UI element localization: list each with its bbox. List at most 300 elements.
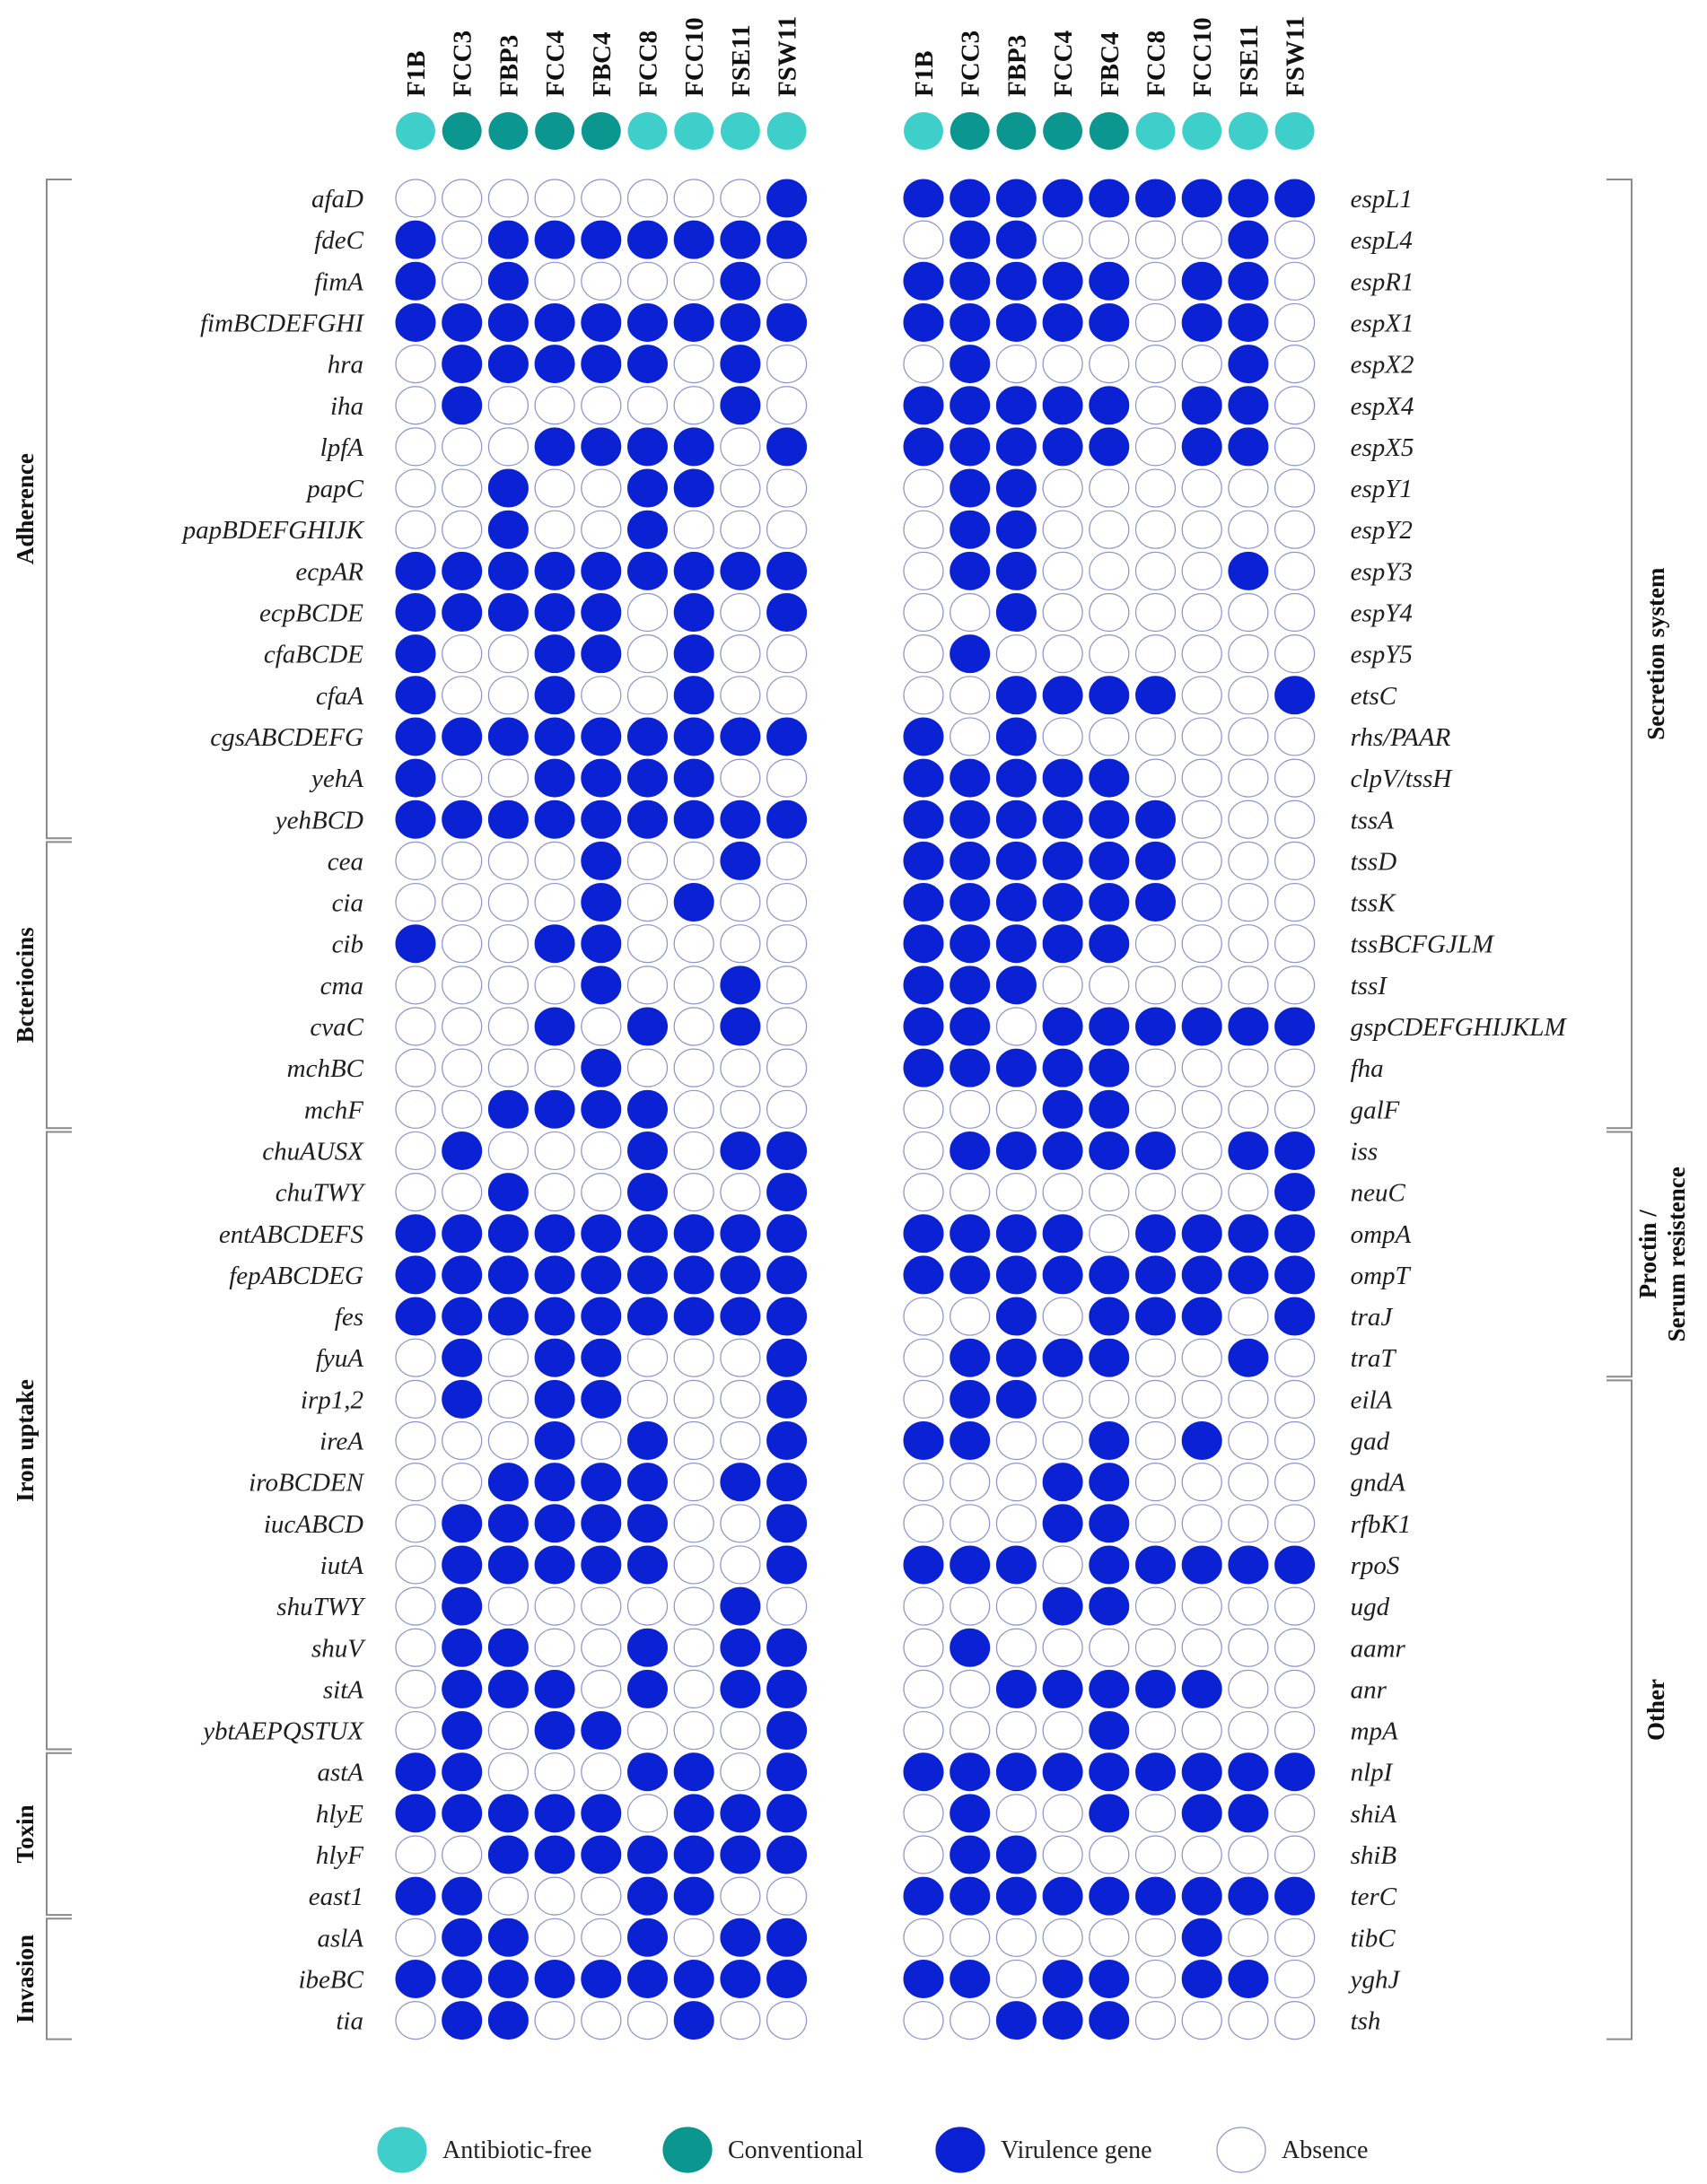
virulence-gene-cell: [582, 1256, 621, 1294]
virulence-gene-cell: [767, 1339, 807, 1376]
virulence-gene-cell: [996, 262, 1036, 300]
virulence-gene-cell: [1182, 1918, 1221, 1956]
absence-cell: [582, 1753, 621, 1791]
virulence-gene-cell: [1182, 303, 1221, 341]
absence-cell: [582, 2002, 621, 2040]
virulence-gene-cell: [996, 221, 1036, 258]
absence-cell: [1182, 635, 1221, 673]
absence-cell: [767, 387, 807, 424]
column-label-fcc3: FCC3: [448, 30, 477, 97]
absence-cell: [535, 387, 574, 424]
virulence-gene-cell: [950, 1339, 990, 1376]
virulence-gene-cell: [1043, 1256, 1082, 1294]
absence-cell: [1275, 1339, 1315, 1376]
absence-cell: [488, 759, 528, 797]
absence-cell: [535, 1753, 574, 1791]
virulence-gene-cell: [628, 1960, 668, 1997]
absence-cell: [674, 511, 713, 548]
virulence-gene-cell: [950, 800, 990, 838]
gene-label: tssD: [1350, 847, 1397, 877]
absence-cell: [488, 1049, 528, 1087]
virulence-gene-cell: [1229, 1215, 1268, 1253]
virulence-gene-cell: [1090, 1131, 1129, 1169]
group-dot-fcc10: [674, 112, 713, 150]
gene-label: ompA: [1350, 1219, 1412, 1249]
absence-cell: [1229, 1174, 1268, 1211]
absence-cell: [996, 345, 1036, 383]
absence-cell: [1136, 1174, 1176, 1211]
virulence-gene-cell: [950, 925, 990, 963]
virulence-gene-cell: [767, 1960, 807, 1997]
absence-cell: [1090, 552, 1129, 590]
absence-cell: [1275, 1629, 1315, 1666]
absence-cell: [582, 511, 621, 548]
virulence-gene-cell: [488, 552, 528, 590]
virulence-gene-cell: [488, 2002, 528, 2040]
virulence-gene-cell: [721, 262, 760, 300]
absence-cell: [674, 1380, 713, 1418]
virulence-gene-cell: [442, 1297, 482, 1335]
virulence-gene-cell: [950, 1960, 990, 1997]
virulence-gene-cell: [721, 1918, 760, 1956]
gene-label: tssK: [1350, 888, 1396, 918]
category-label: Proctin /Serum resistence: [1634, 1166, 1690, 1342]
virulence-gene-cell: [674, 1256, 713, 1294]
virulence-gene-cell: [1182, 1297, 1221, 1335]
virulence-gene-cell: [950, 179, 990, 217]
gene-label: espL4: [1350, 226, 1413, 256]
absence-cell: [767, 262, 807, 300]
absence-cell: [674, 1339, 713, 1376]
absence-cell: [442, 635, 482, 673]
absence-cell: [1275, 262, 1315, 300]
virulence-gene-cell: [488, 1090, 528, 1128]
group-indicator-dots: [396, 112, 1315, 150]
virulence-gene-cell: [904, 1215, 943, 1253]
virulence-gene-cell: [582, 1795, 621, 1832]
virulence-gene-cell: [767, 428, 807, 466]
virulence-gene-cell: [442, 800, 482, 838]
absence-cell: [488, 1008, 528, 1045]
absence-cell: [1043, 718, 1082, 756]
column-label-f1b: F1B: [910, 50, 939, 97]
absence-cell: [674, 1049, 713, 1087]
virulence-gene-cell: [767, 552, 807, 590]
absence-cell: [628, 842, 668, 879]
virulence-gene-cell: [674, 1297, 713, 1335]
virulence-gene-cell: [721, 1670, 760, 1708]
gene-label: traJ: [1350, 1303, 1393, 1332]
absence-cell: [1275, 428, 1315, 466]
virulence-gene-cell: [535, 759, 574, 797]
absence-cell: [1090, 221, 1129, 258]
virulence-gene-cell: [1090, 1422, 1129, 1460]
virulence-gene-cell: [767, 1297, 807, 1335]
absence-cell: [950, 1174, 990, 1211]
absence-cell: [674, 966, 713, 1004]
gene-label: traT: [1350, 1344, 1396, 1374]
virulence-gene-cell: [582, 800, 621, 838]
absence-cell: [442, 179, 482, 217]
virulence-gene-cell: [1136, 1546, 1176, 1584]
absence-cell: [535, 2002, 574, 2040]
virulence-gene-cell: [674, 303, 713, 341]
gene-label: iutA: [320, 1551, 363, 1580]
virulence-gene-cell: [535, 1463, 574, 1501]
absence-cell: [1043, 511, 1082, 548]
absence-cell: [442, 677, 482, 714]
absence-cell: [582, 1918, 621, 1956]
virulence-gene-cell: [950, 469, 990, 507]
absence-cell: [1275, 552, 1315, 590]
category-label: Invasion: [12, 1934, 39, 2023]
virulence-gene-cell: [950, 1256, 990, 1294]
virulence-gene-cell: [950, 1753, 990, 1791]
absence-cell: [1043, 1712, 1082, 1750]
category-label: Iron uptake: [12, 1379, 39, 1502]
absence-cell: [904, 1463, 943, 1501]
absence-cell: [904, 1918, 943, 1956]
absence-cell: [628, 1587, 668, 1625]
absence-cell: [1090, 1918, 1129, 1956]
virulence-gene-cell: [628, 1174, 668, 1211]
virulence-gene-cell: [488, 1670, 528, 1708]
absence-cell: [950, 1587, 990, 1625]
gene-label: espY2: [1350, 516, 1413, 546]
virulence-gene-cell: [535, 718, 574, 756]
virulence-gene-cell: [950, 1836, 990, 1874]
gene-label: fdeC: [314, 226, 363, 256]
absence-cell: [950, 1670, 990, 1708]
absence-cell: [396, 387, 435, 424]
virulence-gene-cell: [767, 1836, 807, 1874]
virulence-gene-cell: [950, 511, 990, 548]
absence-cell: [1136, 345, 1176, 383]
absence-cell: [442, 1463, 482, 1501]
absence-cell: [1136, 966, 1176, 1004]
virulence-gene-cell: [628, 800, 668, 838]
virulence-gene-cell: [996, 1131, 1036, 1169]
absence-cell: [1043, 1629, 1082, 1666]
virulence-gene-cell: [904, 842, 943, 879]
virulence-gene-cell: [628, 1505, 668, 1542]
virulence-gene-cell: [674, 221, 713, 258]
virulence-gene-cell: [950, 635, 990, 673]
virulence-gene-cell: [628, 1090, 668, 1128]
absence-cell: [674, 1174, 713, 1211]
absence-cell: [1182, 1049, 1221, 1087]
absence-cell: [904, 1380, 943, 1418]
absence-cell: [488, 179, 528, 217]
virulence-gene-cell: [904, 1049, 943, 1087]
virulence-gene-cell: [442, 1131, 482, 1169]
absence-cell: [628, 677, 668, 714]
absence-cell: [1136, 469, 1176, 507]
gene-label: ugd: [1350, 1593, 1390, 1622]
absence-cell: [1275, 1960, 1315, 1997]
virulence-gene-cell: [1275, 179, 1315, 217]
virulence-gene-cell: [628, 428, 668, 466]
absence-cell: [721, 1090, 760, 1128]
virulence-gene-cell: [442, 387, 482, 424]
gene-label: tssI: [1350, 971, 1387, 1000]
column-label-fcc10: FCC10: [680, 17, 710, 97]
right-gene-panel: [904, 179, 1567, 2040]
gene-label: espY4: [1350, 598, 1413, 628]
absence-cell: [1275, 2002, 1315, 2040]
gene-label: espX2: [1350, 350, 1414, 380]
absence-cell: [904, 1836, 943, 1874]
category-bracket: [47, 179, 72, 838]
absence-cell: [1229, 1049, 1268, 1087]
virulence-gene-cell: [442, 1960, 482, 1997]
absence-cell: [767, 1587, 807, 1625]
absence-cell: [996, 1712, 1036, 1750]
absence-cell: [1229, 1836, 1268, 1874]
virulence-gene-cell: [996, 1339, 1036, 1376]
virulence-gene-cell: [628, 1008, 668, 1045]
virulence-gene-cell: [488, 1463, 528, 1501]
absence-cell: [767, 1008, 807, 1045]
absence-cell: [767, 1877, 807, 1915]
virulence-gene-cell: [950, 966, 990, 1004]
absence-cell: [1182, 594, 1221, 632]
virulence-gene-cell: [442, 1918, 482, 1956]
absence-cell: [1136, 1090, 1176, 1128]
absence-cell: [396, 842, 435, 879]
absence-cell: [1090, 1836, 1129, 1874]
virulence-gene-cell: [674, 800, 713, 838]
virulence-gene-cell: [996, 925, 1036, 963]
absence-cell: [1182, 469, 1221, 507]
virulence-gene-cell: [721, 966, 760, 1004]
absence-cell: [721, 1422, 760, 1460]
virulence-gene-cell: [442, 1753, 482, 1791]
absence-cell: [442, 262, 482, 300]
virulence-gene-cell: [1182, 1546, 1221, 1584]
virulence-gene-cell: [1043, 1049, 1082, 1087]
absence-cell: [1136, 428, 1176, 466]
gene-label: aslA: [317, 1924, 363, 1953]
absence-cell: [535, 1587, 574, 1625]
absence-cell: [442, 511, 482, 548]
gene-label: gspCDEFGHIJKLM: [1350, 1013, 1566, 1042]
category-bracket: [1606, 1380, 1632, 2039]
absence-cell: [1136, 1587, 1176, 1625]
legend-virulence-gene-label: Virulence gene: [1001, 2136, 1152, 2164]
virulence-gene-cell: [1182, 179, 1221, 217]
virulence-gene-cell: [721, 1836, 760, 1874]
gene-label: afaD: [311, 185, 363, 214]
absence-cell: [721, 2002, 760, 2040]
virulence-gene-cell: [1043, 2002, 1082, 2040]
absence-cell: [767, 966, 807, 1004]
absence-cell: [950, 1090, 990, 1128]
absence-cell: [442, 925, 482, 963]
absence-cell: [1136, 1463, 1176, 1501]
column-label-fsw11: FSW11: [773, 15, 802, 97]
absence-cell: [674, 262, 713, 300]
virulence-gene-cell: [950, 1546, 990, 1584]
absence-cell: [1275, 1090, 1315, 1128]
absence-cell: [582, 179, 621, 217]
gene-label: espY1: [1350, 475, 1413, 504]
virulence-gene-cell: [1043, 303, 1082, 341]
absence-cell: [1229, 1629, 1268, 1666]
absence-cell: [1090, 511, 1129, 548]
virulence-gene-cell: [904, 428, 943, 466]
absence-cell: [582, 1174, 621, 1211]
gene-label: clpV/tssH: [1350, 764, 1452, 794]
absence-cell: [674, 1505, 713, 1542]
virulence-gene-cell: [950, 1877, 990, 1915]
absence-cell: [1043, 1174, 1082, 1211]
virulence-gene-cell: [1229, 387, 1268, 424]
absence-cell: [442, 221, 482, 258]
absence-cell: [396, 966, 435, 1004]
absence-cell: [1275, 1836, 1315, 1874]
absence-cell: [1136, 387, 1176, 424]
absence-cell: [996, 1918, 1036, 1956]
absence-cell: [396, 1670, 435, 1708]
absence-cell: [767, 635, 807, 673]
absence-cell: [396, 1174, 435, 1211]
absence-cell: [904, 2002, 943, 2040]
virulence-gene-cell: [950, 387, 990, 424]
virulence-gene-cell: [396, 677, 435, 714]
virulence-gene-cell: [488, 345, 528, 383]
gene-label: iha: [329, 391, 363, 421]
virulence-gene-cell: [488, 718, 528, 756]
virulence-gene-cell: [1182, 1795, 1221, 1832]
virulence-gene-cell: [396, 1960, 435, 1997]
virulence-gene-cell: [442, 2002, 482, 2040]
virulence-gene-cell: [396, 262, 435, 300]
virulence-gene-cell: [721, 1960, 760, 1997]
legend: [378, 2127, 1368, 2172]
virulence-gene-cell: [628, 1877, 668, 1915]
gene-label: yghJ: [1350, 1965, 1400, 1995]
virulence-gene-cell: [1090, 1795, 1129, 1832]
virulence-gene-cell: [721, 1297, 760, 1335]
gene-label: espL1: [1350, 185, 1413, 214]
absence-cell: [1182, 1629, 1221, 1666]
absence-cell: [1136, 1960, 1176, 1997]
virulence-gene-cell: [1043, 1505, 1082, 1542]
virulence-gene-cell: [582, 552, 621, 590]
absence-cell: [535, 884, 574, 922]
virulence-gene-cell: [442, 594, 482, 632]
virulence-gene-cell: [1136, 179, 1176, 217]
virulence-gene-cell: [1136, 1131, 1176, 1169]
absence-cell: [1275, 759, 1315, 797]
virulence-gene-cell: [996, 1215, 1036, 1253]
absence-cell: [721, 469, 760, 507]
absence-cell: [396, 428, 435, 466]
gene-label: irp1,2: [300, 1385, 363, 1415]
virulence-gene-cell: [674, 1960, 713, 1997]
virulence-gene-cell: [628, 718, 668, 756]
absence-cell: [396, 1836, 435, 1874]
absence-cell: [535, 1629, 574, 1666]
virulence-gene-cell: [396, 718, 435, 756]
absence-cell: [904, 1670, 943, 1708]
absence-cell: [904, 1587, 943, 1625]
virulence-gene-cell: [904, 1753, 943, 1791]
virulence-gene-cell: [582, 303, 621, 341]
gene-label: chuTWY: [275, 1178, 363, 1208]
absence-cell: [582, 262, 621, 300]
absence-cell: [1136, 511, 1176, 548]
virulence-gene-cell: [1090, 387, 1129, 424]
virulence-gene-cell: [582, 428, 621, 466]
absence-cell: [1136, 759, 1176, 797]
virulence-gene-cell: [1090, 1587, 1129, 1625]
absence-cell: [767, 842, 807, 879]
virulence-gene-cell: [628, 345, 668, 383]
absence-cell: [535, 262, 574, 300]
virulence-gene-cell: [1090, 759, 1129, 797]
virulence-gene-cell: [628, 1297, 668, 1335]
virulence-gene-cell: [535, 1215, 574, 1253]
virulence-gene-cell: [582, 1712, 621, 1750]
absence-cell: [1182, 1131, 1221, 1169]
virulence-gene-cell: [950, 262, 990, 300]
virulence-gene-cell: [582, 345, 621, 383]
virulence-gene-cell: [628, 1546, 668, 1584]
absence-cell: [396, 1339, 435, 1376]
gene-label: eilA: [1350, 1385, 1393, 1415]
absence-cell: [904, 1131, 943, 1169]
legend-absence-label: Absence: [1282, 2136, 1369, 2164]
virulence-gene-cell: [767, 1505, 807, 1542]
absence-cell: [904, 677, 943, 714]
virulence-gene-cell: [442, 1629, 482, 1666]
virulence-gene-cell: [1090, 925, 1129, 963]
absence-cell: [674, 1463, 713, 1501]
absence-cell: [996, 1174, 1036, 1211]
absence-cell: [950, 677, 990, 714]
absence-cell: [442, 884, 482, 922]
gene-label: etsC: [1350, 681, 1397, 711]
absence-cell: [535, 966, 574, 1004]
virulence-gene-cell: [1043, 925, 1082, 963]
virulence-gene-cell: [721, 1215, 760, 1253]
absence-cell: [1182, 1339, 1221, 1376]
virulence-gene-cell: [1136, 1008, 1176, 1045]
virulence-gene-cell: [396, 221, 435, 258]
virulence-gene-cell: [996, 884, 1036, 922]
absence-cell: [1043, 1918, 1082, 1956]
virulence-gene-cell: [721, 800, 760, 838]
absence-cell: [582, 387, 621, 424]
absence-cell: [396, 1008, 435, 1045]
virulence-gene-cell: [721, 221, 760, 258]
virulence-gene-cell: [488, 1256, 528, 1294]
gene-label: sitA: [322, 1675, 363, 1705]
virulence-gene-cell: [904, 387, 943, 424]
gene-label: gad: [1350, 1427, 1390, 1456]
absence-cell: [1275, 1918, 1315, 1956]
virulence-gene-cell: [396, 800, 435, 838]
gene-label: tibC: [1350, 1924, 1396, 1953]
absence-cell: [1182, 759, 1221, 797]
virulence-gene-cell: [1275, 1546, 1315, 1584]
virulence-gene-cell: [950, 1008, 990, 1045]
absence-cell: [1229, 594, 1268, 632]
virulence-gene-cell: [996, 594, 1036, 632]
virulence-gene-cell: [996, 966, 1036, 1004]
